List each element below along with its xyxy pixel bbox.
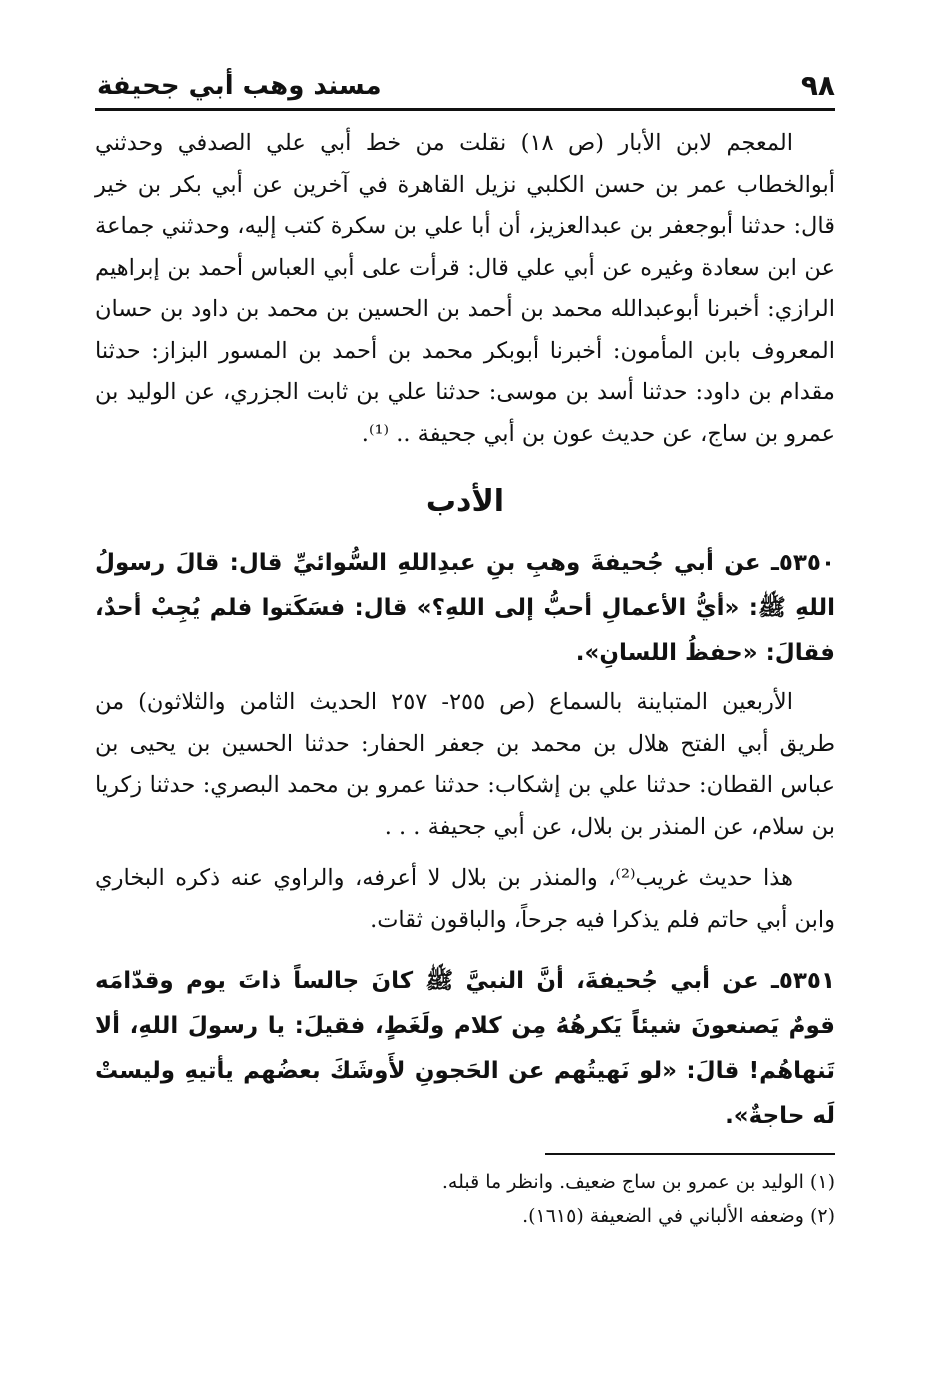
footnote-separator [545, 1153, 835, 1155]
intro-paragraph: المعجم لابن الأبار (ص ١٨) نقلت من خط أبي علي الصدفي وحدثني أبوالخطاب عمر بن حسن الكلبي نزيل القاهرة في آخرين عن أبي بكر بن خير قال: حدثنا أبوجعفر بن عبدالعزيز، أن أبا علي بن سكرة كتب إليه، وحدثني جماعة عن ابن سعادة وغيره عن أبي علي قال: قرأت على أبي العباس أحمد بن إبراهيم الرازي: أخبرنا أبوعبدالله محمد بن أحمد بن الحسين بن محمد بن داود بن حسان المعروف بابن المأمون: أخبرنا أبوبكر محمد بن أحمد بن المسور البزاز: حدثنا مقدام بن داود: حدثنا أسد بن موسى: حدثنا علي بن ثابت الجزري، عن الوليد بن عمرو بن ساج، عن حديث عون بن أبي جحيفة .. ⁽¹⁾. [95, 130, 835, 447]
section-heading: الأدب [425, 484, 505, 519]
footnote-1: (١) الوليد بن عمرو بن ساج ضعيف. وانظر ما قبله. [441, 1171, 835, 1193]
paragraph-gap [95, 941, 835, 951]
footnote-2: (٢) وضعفه الألباني في الضعيفة (١٦١٥). [522, 1205, 835, 1227]
hadith-5351: ٥٣٥١ـ عن أبي جُحيفةَ، أنَّ النبيَّ ﷺ كانَ جالساً ذاتَ يوم وقدّامَه قومٌ يَصنعونَ شيئاً يَكرهُهُ مِن كلام ولَغَطٍ، فقيلَ: يا رسولَ اللهِ، ألا تَنهاهُم! قالَ: «لو نَهيتُهم عن الحَجونِ لأَوشَكَ بعضُهم يأتيهِ وليستْ لَه حاجةٌ». [95, 968, 835, 1129]
source-paragraph-1: الأربعين المتباينة بالسماع (ص ٢٥٥- ٢٥٧ الحديث الثامن والثلاثون) من طريق أبي الفتح هلال بن محمد بن جعفر الحفار: حدثنا الحسين بن يحيى بن عباس القطان: حدثنا علي بن إشكاب: حدثنا عمرو بن محمد البصري: حدثنا زكريا بن سلام، عن المنذر بن بلال، عن أبي جحيفة . . . [95, 689, 835, 840]
hadith-5350: ٥٣٥٠ـ عن أبي جُحيفةَ وهبِ بنِ عبدِاللهِ السُّوائيِّ قال: قالَ رسولُ اللهِ ﷺ: «أيُّ الأعمالِ أحبُّ إلى اللهِ؟» قال: فسَكَتوا فلم يُجِبْ أحدٌ، فقالَ: «حفظُ اللسانِ». [95, 550, 835, 666]
page-header [95, 60, 835, 111]
paragraph-gap [95, 848, 835, 858]
source-paragraph-2: هذا حديث غريب⁽²⁾، والمنذر بن بلال لا أعرفه، والراوي عنه ذكره البخاري وابن أبي حاتم فلم يذكرا فيه جرحاً، والباقون ثقات. [95, 865, 835, 933]
book-page [95, 60, 835, 1233]
page-content [95, 123, 835, 1233]
page-number: ٩٨ [800, 69, 835, 102]
running-title: مسند وهب أبي جحيفة [97, 71, 382, 101]
